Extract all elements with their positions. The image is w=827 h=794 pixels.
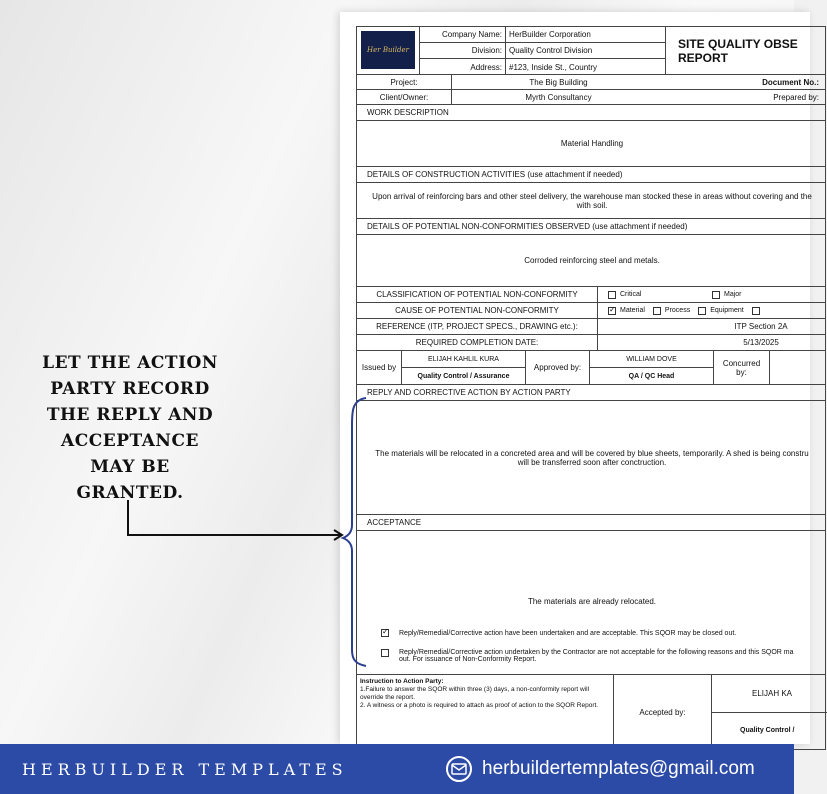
work-description-value: Material Handling [560, 139, 624, 148]
callout-line: LET THE ACTION [42, 353, 218, 373]
acceptance-heading: ACCEPTANCE [356, 514, 826, 530]
address-label: Address: [419, 59, 505, 75]
acceptable-label: Reply/Remedial/Corrective action have been undertaken and are acceptable. This SQOR may be closed out. [399, 629, 737, 637]
reply-body [356, 400, 826, 514]
issued-by-label: Issued by [361, 363, 397, 372]
not-acceptable-label [399, 649, 794, 663]
accepted-by-block [711, 675, 827, 749]
cause-label: CAUSE OF POTENTIAL NON-CONFORMITY [395, 306, 559, 315]
equipment-option[interactable] [698, 307, 743, 315]
other-checkbox[interactable] [752, 307, 760, 315]
division-label: Division: [419, 43, 505, 59]
reference-value: ITP Section 2A [597, 319, 827, 334]
not-acceptable-line: Reply/Remedial/Corrective action undertaken by the Contractor are not acceptable for the following reasons and this SQOR ma [399, 649, 794, 656]
issued-by-name: ELIJAH KAHLIL KURA [402, 351, 525, 368]
callout-text [30, 350, 230, 506]
document-no-label: Document No.: [762, 77, 819, 87]
project-value: The Big Building [451, 75, 665, 89]
process-label: Process [664, 307, 691, 314]
issued-by-block [401, 351, 525, 384]
other-option[interactable] [752, 307, 764, 315]
major-label: Major [724, 291, 742, 298]
callout-line: THE REPLY AND [46, 405, 214, 425]
construction-line: Upon arrival of reinforcing bars and other steel delivery, the warehouse man stocked these in areas without covering and the [372, 191, 812, 201]
nonconformities-heading: DETAILS OF POTENTIAL NON-CONFORMITIES OBSERVED (use attachment if needed) [356, 218, 826, 234]
material-option[interactable] [608, 307, 645, 315]
address-value: #123, Inside St., Country [505, 59, 665, 75]
accepted-by-name: ELIJAH KA [712, 675, 827, 713]
not-acceptable-option[interactable] [381, 649, 827, 663]
header-row [356, 26, 826, 74]
construction-body [356, 182, 826, 218]
critical-checkbox[interactable] [608, 291, 616, 299]
accepted-by-label: Accepted by: [613, 675, 711, 749]
project-row [356, 74, 826, 89]
process-checkbox[interactable] [653, 307, 661, 315]
nonconformities-value: Corroded reinforcing steel and metals. [524, 256, 660, 265]
reply-line: will be transferred soon after conctruction. [517, 457, 667, 467]
material-checkbox[interactable] [608, 307, 616, 315]
instruction-title: Instruction to Action Party: [360, 678, 444, 685]
instruction-block [357, 675, 613, 749]
report-title-line2: REPORT [678, 50, 729, 65]
acceptable-checkbox[interactable] [381, 629, 389, 637]
approved-by-block [589, 351, 713, 384]
client-label: Client/Owner: [379, 92, 429, 102]
reply-heading: REPLY AND CORRECTIVE ACTION BY ACTION PARTY [356, 384, 826, 400]
approved-by-label: Approved by: [525, 351, 589, 384]
material-label: Material [620, 307, 645, 314]
acceptance-body [356, 530, 826, 674]
reference-row [356, 318, 826, 334]
mail-icon [446, 756, 472, 782]
classification-row [356, 286, 826, 302]
footer-banner [0, 744, 794, 794]
completion-label: REQUIRED COMPLETION DATE: [415, 338, 539, 347]
equipment-label: Equipment [710, 307, 744, 314]
reference-label: REFERENCE (ITP, PROJECT SPECS., DRAWING etc.): [376, 322, 578, 331]
company-label: Company Name: [419, 27, 505, 43]
concurred-by-block [769, 351, 827, 384]
project-label: Project: [390, 77, 418, 87]
completion-value: 5/13/2025 [597, 335, 827, 350]
callout-line: MAY BE [90, 457, 170, 477]
construction-line: with soil. [576, 200, 608, 210]
major-option[interactable] [712, 291, 742, 299]
critical-label: Critical [620, 291, 642, 298]
construction-heading: DETAILS OF CONSTRUCTION ACTIVITIES (use attachment if needed) [356, 166, 826, 182]
instruction-item: 2. A witness or a photo is required to attach as proof of action to the SQOR Report. [360, 702, 599, 709]
callout-line: ACCEPTANCE [61, 431, 199, 451]
approved-by-role: QA / QC Head [628, 372, 675, 380]
client-row [356, 89, 826, 104]
work-description-body [356, 120, 826, 166]
footer-email[interactable]: herbuildertemplates@gmail.com [482, 758, 755, 779]
callout-line: PARTY RECORD [50, 379, 210, 399]
division-value: Quality Control Division [505, 43, 665, 59]
work-description-heading: WORK DESCRIPTION [356, 104, 826, 120]
company-value: HerBuilder Corporation [505, 27, 665, 43]
acceptance-value: The materials are already relocated. [527, 597, 657, 606]
issued-by-role: Quality Control / Assurance [417, 372, 510, 380]
instruction-item: 1.Failure to answer the SQOR within three (3) days, a non-conformity report will override the report. [360, 686, 590, 701]
reply-text [357, 401, 827, 514]
report-title-line1: SITE QUALITY OBSE [678, 36, 798, 51]
client-value: Myrth Consultancy [451, 90, 665, 104]
construction-text [357, 183, 827, 218]
acceptable-option[interactable] [381, 629, 827, 637]
approved-by-name: WILLIAM DOVE [590, 351, 713, 368]
classification-options [597, 287, 827, 302]
not-acceptable-checkbox[interactable] [381, 649, 389, 657]
signoff-row [356, 350, 826, 384]
classification-label: CLASSIFICATION OF POTENTIAL NON-CONFORMITY [376, 290, 578, 299]
major-checkbox[interactable] [712, 291, 720, 299]
instruction-row [356, 674, 826, 750]
footer-brand: HERBUILDER TEMPLATES [22, 760, 348, 779]
cause-row [356, 302, 826, 318]
reply-line: The materials will be relocated in a concreted area and will be covered by blue sheets, temporarily. A shed is being constru [375, 448, 809, 458]
callout-line: GRANTED. [76, 483, 184, 503]
prepared-by-label: Prepared by: [773, 92, 819, 102]
cause-options [597, 303, 827, 318]
report-title [665, 27, 827, 74]
not-acceptable-line: out. For issuance of Non-Conformity Report. [399, 656, 537, 663]
accepted-by-role: Quality Control / [740, 727, 795, 735]
completion-row [356, 334, 826, 350]
nonconformities-body [356, 234, 826, 286]
process-option[interactable] [653, 307, 690, 315]
document-sheet [340, 12, 819, 744]
envelope-icon [451, 763, 467, 775]
concurred-by-label: Concurred by: [713, 351, 769, 384]
equipment-checkbox[interactable] [698, 307, 706, 315]
company-logo: Her Builder [361, 31, 415, 69]
critical-option[interactable] [608, 291, 700, 299]
